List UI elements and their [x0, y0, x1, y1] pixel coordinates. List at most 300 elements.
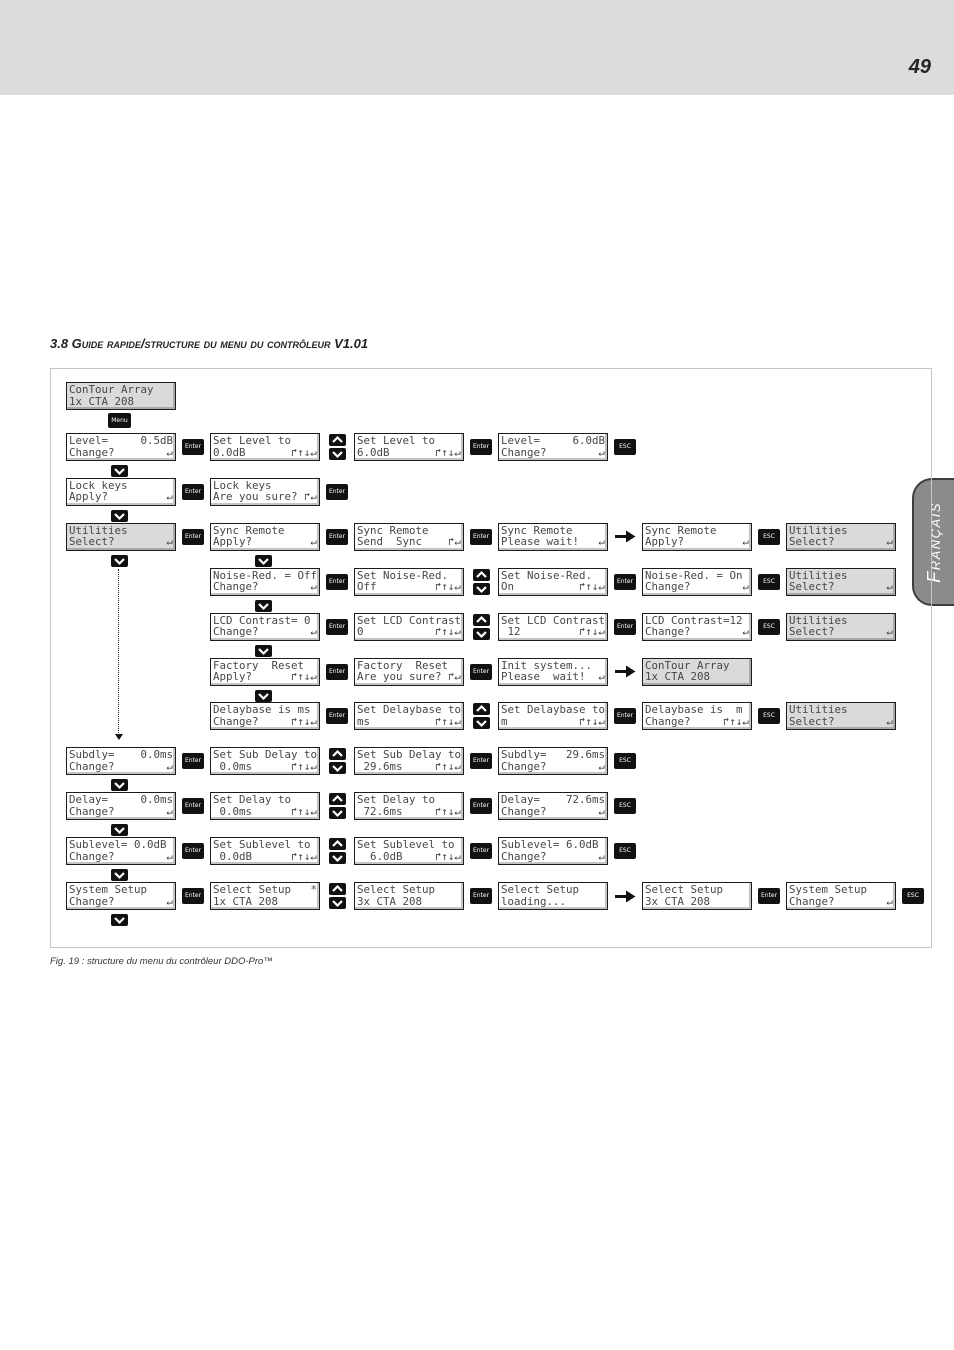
lcd-key-symbols: ↱↑↓↵: [290, 760, 317, 773]
up-key-icon: [329, 838, 346, 850]
down-key-icon: [329, 807, 346, 819]
chevron-down-icon: [111, 465, 128, 477]
lcd-line-1: [501, 794, 605, 806]
lcd-text: Set Level to: [213, 435, 292, 447]
enter-key: Enter: [614, 574, 636, 590]
chevron-down-icon: [111, 510, 128, 522]
lcd-screen: [354, 882, 464, 910]
lcd-line-1: [789, 884, 893, 896]
lcd-text: Change?: [213, 581, 259, 593]
lcd-key-symbols: ↵: [166, 536, 173, 548]
enter-key: Enter: [470, 439, 492, 455]
lcd-line-2: [501, 896, 605, 908]
lcd-screen: [66, 792, 176, 820]
enter-key: Enter: [470, 888, 492, 904]
chevron-down-icon: [255, 600, 272, 612]
lcd-text: Sublevel= 6.0dB: [501, 839, 599, 851]
lcd-screen: [642, 702, 752, 730]
lcd-screen: [354, 658, 464, 686]
lcd-text: Apply?: [69, 491, 109, 504]
lcd-key-symbols: ↱↑↓↵: [434, 446, 461, 459]
lcd-line-1: [213, 435, 317, 447]
lcd-text: Off: [357, 581, 377, 593]
lcd-line-1: [501, 884, 605, 896]
lcd-line-2: [69, 761, 173, 773]
lcd-line-1: [357, 615, 461, 627]
lcd-text: Apply?: [645, 536, 685, 548]
lcd-line-1: [213, 525, 317, 537]
lcd-line-2: [645, 581, 749, 593]
esc-key: ESC: [614, 439, 636, 455]
lcd-line-2: [645, 671, 749, 683]
lcd-text: Set Noise-Red.: [501, 569, 593, 582]
lcd-line-1: [789, 525, 893, 537]
lcd-text: Set Delay to: [357, 794, 436, 806]
lcd-line-1: [213, 660, 317, 672]
lcd-text: Change?: [645, 581, 691, 593]
arrowhead-down-icon: [115, 734, 123, 740]
lcd-screen: [786, 613, 896, 641]
lcd-text: Sync Remote: [501, 524, 573, 537]
lcd-text: Change?: [213, 626, 259, 638]
lcd-text: System Setup: [789, 884, 868, 896]
enter-key: Enter: [326, 529, 348, 545]
enter-key: Enter: [182, 753, 204, 769]
lcd-text: Change?: [69, 760, 115, 773]
lcd-line-2: [213, 896, 317, 908]
lcd-text: 0.0dB: [213, 446, 246, 459]
lcd-text: Set LCD Contrast: [501, 614, 605, 627]
lcd-text: Level= 0.5dB: [69, 435, 173, 447]
lcd-key-symbols: ↵: [886, 895, 893, 908]
lcd-key-symbols: ↱↑↓↵: [434, 850, 461, 863]
lcd-text: Change?: [645, 715, 691, 728]
lcd-text: Init system...: [501, 659, 593, 672]
lcd-text: Apply?: [213, 536, 253, 548]
lcd-key-symbols: ↵: [886, 626, 893, 638]
lcd-key-symbols: ↵: [166, 446, 173, 459]
lcd-line-1: [69, 839, 173, 851]
lcd-text: 0.0ms: [213, 760, 253, 773]
lcd-line-1: [357, 525, 461, 537]
up-key-icon: [329, 434, 346, 446]
lcd-text: 0: [357, 626, 364, 638]
lcd-line-2: [501, 581, 605, 593]
lcd-text: Set Delaybase to: [357, 704, 461, 716]
lcd-line-2: [357, 536, 461, 548]
figure-caption: Fig. 19 : structure du menu du contrôleur DDO-Pro™: [50, 956, 273, 967]
enter-key: Enter: [182, 484, 204, 500]
lcd-text: Subdly= 29.6ms: [501, 749, 605, 761]
lcd-line-1: [501, 660, 605, 672]
lcd-text: Utilities: [69, 524, 128, 537]
lcd-line-1: [357, 435, 461, 447]
lcd-text: Change?: [69, 805, 115, 818]
lcd-text: Are you sure?: [357, 671, 442, 683]
lcd-line-1: [213, 794, 317, 806]
lcd-text: loading...: [501, 895, 567, 908]
lcd-screen: [642, 882, 752, 910]
lcd-screen: [210, 613, 320, 641]
lcd-line-2: [213, 536, 317, 548]
lcd-text: Select?: [69, 536, 115, 548]
lcd-text: Are you sure?: [213, 491, 298, 504]
esc-key: ESC: [902, 888, 924, 904]
enter-key: Enter: [614, 708, 636, 724]
lcd-screen: [66, 837, 176, 865]
menu-key: Menu: [108, 413, 131, 428]
lcd-line-2: [501, 536, 605, 548]
lcd-screen: [354, 747, 464, 775]
lcd-line-2: [213, 626, 317, 638]
lcd-text: Please wait!: [501, 671, 586, 683]
enter-key: Enter: [326, 619, 348, 635]
lcd-text: Delay= 72.6ms: [501, 794, 605, 806]
lcd-text: Factory Reset: [213, 659, 305, 672]
lcd-text: Set Delay to: [213, 794, 292, 806]
lcd-line-2: [501, 626, 605, 638]
lcd-screen: [210, 658, 320, 686]
chevron-down-icon: [255, 555, 272, 567]
lcd-text: LCD Contrast=12: [645, 614, 743, 627]
lcd-line-2: [357, 671, 461, 683]
esc-key: ESC: [758, 574, 780, 590]
lcd-key-symbols: ↵: [598, 850, 605, 863]
lcd-line-1: [789, 570, 893, 582]
lcd-screen: [642, 658, 752, 686]
enter-key: Enter: [614, 619, 636, 635]
lcd-text: Change?: [501, 850, 547, 863]
lcd-line-2: [357, 581, 461, 593]
lcd-screen: [498, 523, 608, 551]
lcd-key-symbols: ↵: [742, 581, 749, 593]
lcd-line-2: [69, 447, 173, 459]
lcd-line-1: [645, 615, 749, 627]
lcd-text: 1x CTA 208: [69, 395, 135, 408]
lcd-text: Select?: [789, 715, 835, 728]
lcd-text: Change?: [645, 626, 691, 638]
lcd-line-1: [69, 884, 173, 896]
enter-key: Enter: [182, 888, 204, 904]
lcd-key-symbols: ↵: [310, 536, 317, 548]
lcd-screen: [354, 433, 464, 461]
lcd-key-symbols: ↵: [166, 760, 173, 773]
lcd-text: Level= 6.0dB: [501, 435, 605, 447]
lcd-line-2: [501, 716, 605, 728]
lcd-key-symbols: ↵: [886, 715, 893, 728]
lcd-text: Delaybase is ms: [213, 704, 311, 716]
lcd-screen: [354, 702, 464, 730]
lcd-key-symbols: ↵: [310, 581, 317, 593]
lcd-text: 12: [501, 626, 521, 638]
lcd-line-1: [69, 794, 173, 806]
lcd-line-2: [789, 581, 893, 593]
lcd-line-2: [501, 447, 605, 459]
lcd-text: 1x CTA 208: [213, 895, 279, 908]
lcd-line-1: [357, 660, 461, 672]
lcd-text: 29.6ms: [357, 760, 403, 773]
enter-key: Enter: [182, 798, 204, 814]
lcd-text: ConTour Array: [69, 384, 154, 396]
lcd-screen: [786, 523, 896, 551]
lcd-line-2: [69, 806, 173, 818]
lcd-line-1: [645, 525, 749, 537]
right-arrow-icon: [614, 530, 636, 543]
lcd-text: Send Sync: [357, 536, 423, 548]
down-key-icon: [473, 583, 490, 595]
lcd-screen: [498, 568, 608, 596]
lcd-text: Utilities: [789, 569, 848, 582]
lcd-key-symbols: ↵: [166, 895, 173, 908]
enter-key: Enter: [326, 574, 348, 590]
up-key-icon: [329, 883, 346, 895]
lcd-line-1: [645, 660, 749, 672]
lcd-line-2: [357, 761, 461, 773]
lcd-line-1: [69, 384, 173, 396]
lcd-text: Select Setup: [645, 884, 724, 896]
lcd-line-1: [645, 884, 749, 896]
lcd-line-2: [357, 716, 461, 728]
lcd-text: Set Sublevel to: [213, 839, 311, 851]
lcd-key-symbols: ↵: [742, 536, 749, 548]
lcd-screen: [786, 568, 896, 596]
lcd-text: Noise-Red. = Off: [213, 569, 317, 582]
lcd-line-2: [213, 447, 317, 459]
menu-structure-diagram: [50, 368, 932, 948]
lcd-key-symbols: ↱↵: [303, 491, 317, 504]
lcd-line-2: [357, 896, 461, 908]
lcd-screen: [498, 702, 608, 730]
lcd-text: Change?: [501, 760, 547, 773]
lcd-line-1: [357, 749, 461, 761]
lcd-line-2: [501, 761, 605, 773]
lcd-line-2: [213, 716, 317, 728]
lcd-key-symbols: ↱↑↓↵: [578, 715, 605, 728]
lcd-key-symbols: ↱↑↓↵: [434, 626, 461, 638]
lcd-text: 3x CTA 208: [645, 895, 711, 908]
lcd-screen: [66, 747, 176, 775]
lcd-text: Sync Remote: [357, 524, 429, 537]
lcd-text: Sync Remote: [645, 524, 717, 537]
esc-key: ESC: [614, 843, 636, 859]
esc-key: ESC: [614, 798, 636, 814]
down-key-icon: [329, 762, 346, 774]
lcd-key-symbols: ↵: [310, 626, 317, 638]
lcd-key-symbols: ↱↑↓↵: [578, 626, 605, 638]
lcd-line-2: [213, 671, 317, 683]
lcd-text: Select Setup: [213, 884, 292, 896]
chevron-down-icon: [111, 824, 128, 836]
lcd-key-symbols: ↱↑↓↵: [578, 581, 605, 593]
lcd-text: Noise-Red. = On: [645, 569, 743, 582]
lcd-screen: [642, 523, 752, 551]
lcd-key-symbols: ↱↑↓↵: [434, 760, 461, 773]
lcd-screen: [66, 478, 176, 506]
up-key-icon: [473, 614, 490, 626]
lcd-text: Delaybase is m: [645, 704, 743, 716]
lcd-key-symbols: ↱↑↓↵: [290, 446, 317, 459]
lcd-text: Change?: [69, 446, 115, 459]
lcd-screen: [210, 523, 320, 551]
lcd-screen: [66, 882, 176, 910]
lcd-text: Select?: [789, 581, 835, 593]
enter-key: Enter: [326, 484, 348, 500]
lcd-line-1: [789, 615, 893, 627]
lcd-line-1: [357, 704, 461, 716]
lcd-line-1: [501, 570, 605, 582]
lcd-line-1: [645, 570, 749, 582]
lcd-key-symbols: ↱↑↓↵: [722, 715, 749, 728]
lcd-key-symbols: ↵: [886, 536, 893, 548]
lcd-text: Change?: [213, 715, 259, 728]
lcd-screen: [210, 747, 320, 775]
lcd-line-2: [645, 536, 749, 548]
lcd-screen: [210, 702, 320, 730]
lcd-text: Utilities: [789, 524, 848, 537]
lcd-line-2: [501, 851, 605, 863]
lcd-text: Lock keys: [213, 479, 272, 492]
lcd-line-1: [501, 749, 605, 761]
lcd-text: System Setup: [69, 884, 148, 896]
lcd-line-2: [69, 491, 173, 503]
lcd-key-symbols: ↱↑↓↵: [434, 715, 461, 728]
lcd-key-symbols: *: [310, 884, 317, 896]
lcd-line-2: [789, 536, 893, 548]
lcd-key-symbols: ↱↵: [447, 671, 461, 683]
lcd-text: Change?: [69, 895, 115, 908]
lcd-key-symbols: ↵: [598, 671, 605, 683]
lcd-screen: [498, 837, 608, 865]
lcd-text: Sync Remote: [213, 524, 285, 537]
lcd-key-symbols: ↱↑↓↵: [434, 581, 461, 593]
esc-key: ESC: [614, 753, 636, 769]
lcd-screen: [66, 382, 176, 410]
chevron-down-icon: [111, 555, 128, 567]
lcd-screen: [498, 658, 608, 686]
lcd-screen: [498, 613, 608, 641]
lcd-text: Select?: [789, 536, 835, 548]
dotted-connector: [118, 569, 119, 736]
enter-key: Enter: [182, 529, 204, 545]
enter-key: Enter: [326, 664, 348, 680]
lcd-line-1: [501, 615, 605, 627]
lcd-text: Subdly= 0.0ms: [69, 749, 173, 761]
lcd-line-2: [213, 581, 317, 593]
lcd-screen: [354, 568, 464, 596]
lcd-line-2: [645, 716, 749, 728]
lcd-text: 0.0dB: [213, 850, 253, 863]
lcd-line-1: [501, 704, 605, 716]
lcd-line-1: [213, 570, 317, 582]
lcd-text: Set Noise-Red.: [357, 569, 449, 582]
lcd-line-2: [357, 851, 461, 863]
chevron-down-icon: [255, 645, 272, 657]
lcd-key-symbols: ↵: [166, 491, 173, 504]
lcd-screen: [66, 433, 176, 461]
down-key-icon: [329, 897, 346, 909]
lcd-text: Set Delaybase to: [501, 704, 605, 716]
lcd-screen: [354, 837, 464, 865]
lcd-line-1: [789, 704, 893, 716]
lcd-line-2: [69, 896, 173, 908]
lcd-line-1: [213, 615, 317, 627]
lcd-line-2: [357, 447, 461, 459]
lcd-text: Set Sub Delay to: [213, 749, 317, 761]
lcd-screen: [210, 478, 320, 506]
lcd-text: Please wait!: [501, 536, 580, 548]
lcd-line-1: [357, 884, 461, 896]
lcd-text: m: [501, 715, 508, 728]
lcd-screen: [498, 747, 608, 775]
lcd-line-2: [213, 761, 317, 773]
lcd-screen: [210, 792, 320, 820]
lcd-line-1: [501, 525, 605, 537]
enter-key: Enter: [470, 843, 492, 859]
lcd-text: 72.6ms: [357, 805, 403, 818]
lcd-screen: [642, 568, 752, 596]
lcd-line-1: [213, 839, 317, 851]
lcd-key-symbols: ↵: [886, 581, 893, 593]
chevron-down-icon: [111, 869, 128, 881]
lcd-screen: [498, 792, 608, 820]
lcd-key-symbols: ↱↑↓↵: [290, 805, 317, 818]
lcd-text: ms: [357, 715, 371, 728]
lcd-screen: [786, 702, 896, 730]
lcd-line-2: [69, 851, 173, 863]
chevron-down-icon: [255, 690, 272, 702]
lcd-text: Lock keys: [69, 479, 128, 492]
enter-key: Enter: [470, 753, 492, 769]
lcd-line-2: [645, 626, 749, 638]
lcd-text: ConTour Array: [645, 659, 730, 672]
lcd-key-symbols: ↱↑↓↵: [290, 715, 317, 728]
lcd-line-2: [501, 806, 605, 818]
lcd-key-symbols: ↱↵: [447, 536, 461, 548]
lcd-line-1: [69, 749, 173, 761]
header-band: [0, 0, 954, 95]
up-key-icon: [329, 793, 346, 805]
lcd-key-symbols: ↵: [598, 536, 605, 548]
up-key-icon: [473, 569, 490, 581]
up-key-icon: [329, 748, 346, 760]
section-title: 3.8 Guide rapide/structure du menu du contrôleur V1.01: [50, 336, 369, 351]
esc-key: ESC: [758, 708, 780, 724]
lcd-text: Utilities: [789, 704, 848, 716]
esc-key: ESC: [758, 529, 780, 545]
chevron-down-icon: [111, 779, 128, 791]
lcd-line-2: [357, 806, 461, 818]
lcd-screen: [354, 613, 464, 641]
enter-key: Enter: [470, 664, 492, 680]
lcd-line-1: [357, 570, 461, 582]
enter-key: Enter: [182, 843, 204, 859]
lcd-line-2: [213, 851, 317, 863]
lcd-text: Change?: [501, 446, 547, 459]
lcd-key-symbols: ↵: [742, 626, 749, 638]
enter-key: Enter: [758, 888, 780, 904]
lcd-line-2: [69, 396, 173, 408]
enter-key: Enter: [326, 708, 348, 724]
enter-key: Enter: [470, 529, 492, 545]
lcd-line-2: [789, 896, 893, 908]
lcd-line-1: [69, 480, 173, 492]
lcd-text: Select?: [789, 626, 835, 638]
lcd-text: Set Sub Delay to: [357, 749, 461, 761]
up-key-icon: [473, 703, 490, 715]
esc-key: ESC: [758, 619, 780, 635]
lcd-text: Change?: [69, 850, 115, 863]
lcd-text: Set Level to: [357, 435, 436, 447]
